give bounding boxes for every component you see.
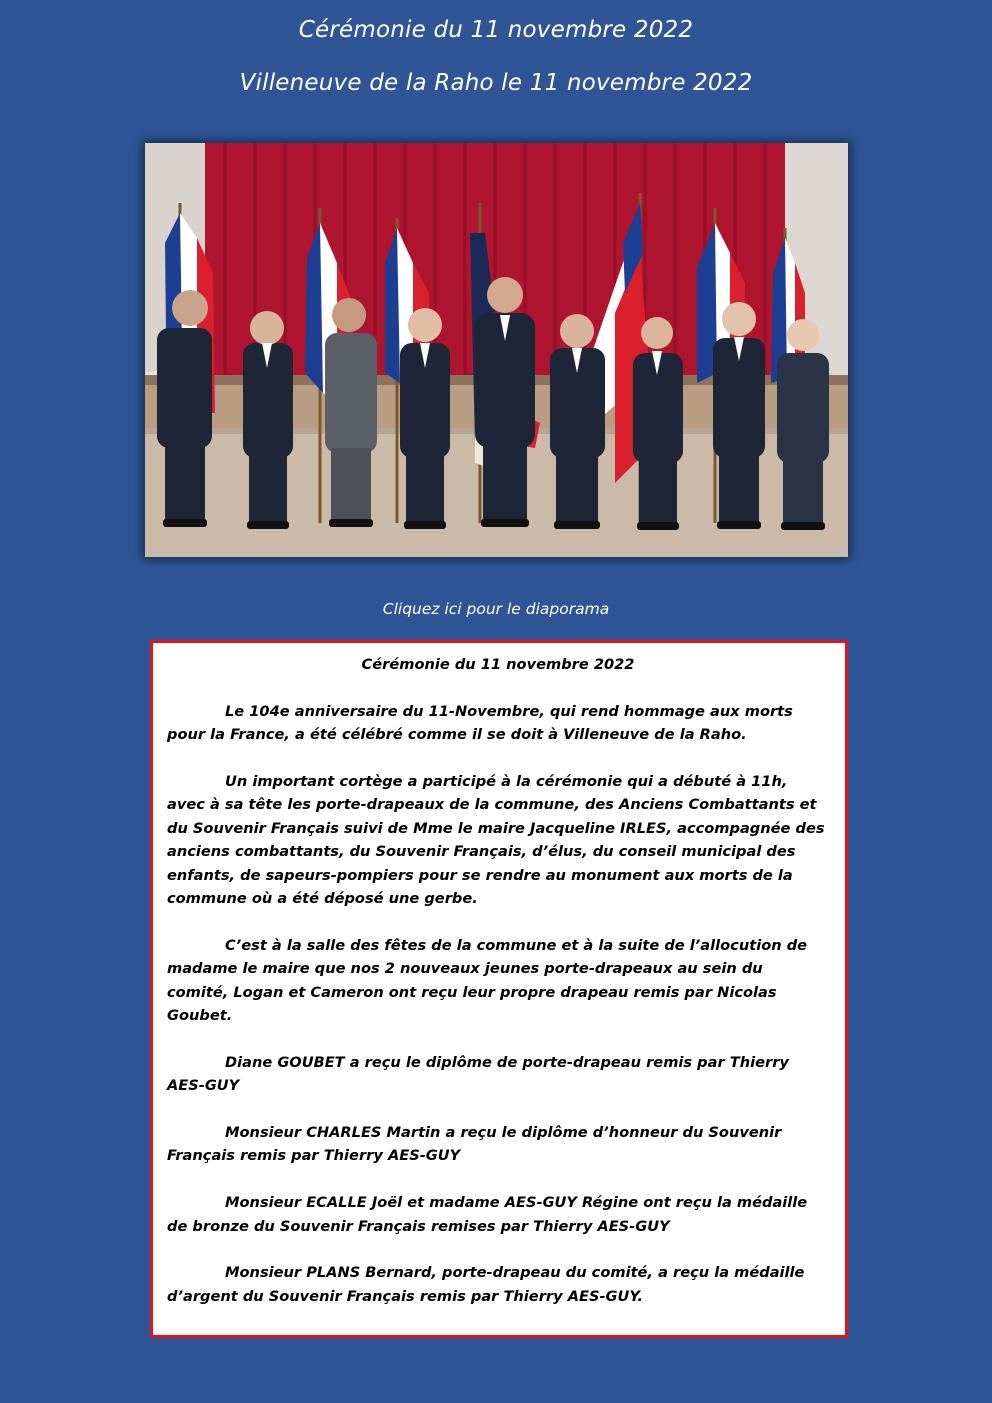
article-paragraph: Monsieur PLANS Bernard, porte-drapeau du comité, a reçu la médaille d’argent du Souvenir Français remis par Thierry AES-GUY. bbox=[167, 1264, 805, 1305]
ceremony-photo bbox=[145, 143, 848, 557]
slideshow-link[interactable]: Cliquez ici pour le diaporama bbox=[382, 600, 610, 618]
article-paragraph: Diane GOUBET a reçu le diplôme de porte-drapeau remis par Thierry AES-GUY bbox=[167, 1053, 789, 1095]
article-paragraph: Le 104e anniversaire du 11-Novembre, qui rend hommage aux morts pour la France, a été célébré comme il se doit à Villeneuve de la Raho. bbox=[167, 702, 793, 744]
article-title: Cérémonie du 11 novembre 2022 bbox=[361, 656, 635, 673]
article-paragraph: Monsieur CHARLES Martin a reçu le diplôme d’honneur du Souvenir Français remis par Thierry AES-GUY bbox=[167, 1124, 782, 1165]
article-paragraph: Monsieur ECALLE Joël et madame AES-GUY Régine ont reçu la médaille de bronze du Souvenir Français remises par Thierry AES-GUY bbox=[167, 1194, 808, 1235]
article-paragraph: C’est à la salle des fêtes de la commune et à la suite de l’allocution de madame le maire que nos 2 nouveaux jeunes porte-drapeaux au sein du comité, Logan et Cameron ont reçu leur propre drapeau remis par Nicolas Goubet. bbox=[167, 936, 808, 1025]
page-title: Cérémonie du 11 novembre 2022 bbox=[298, 17, 694, 43]
article-paragraph: Un important cortège a participé à la cérémonie qui a débuté à 11h, avec à sa tête les porte-drapeaux de la commune, des Anciens Combattants et du Souvenir Français suivi de Mme le maire Jacqueline IRLES, accompagnée des anciens combattants, du Souvenir Français, d’élus, du conseil municipal des enfants, de sapeurs-pompiers pour se rendre au monument aux morts de la commune où a été déposé une gerbe. bbox=[167, 773, 825, 908]
article-box bbox=[150, 640, 848, 1338]
ceremony-photo-illustration bbox=[145, 143, 848, 557]
page-subtitle: Villeneuve de la Raho le 11 novembre 2022 bbox=[239, 70, 753, 96]
